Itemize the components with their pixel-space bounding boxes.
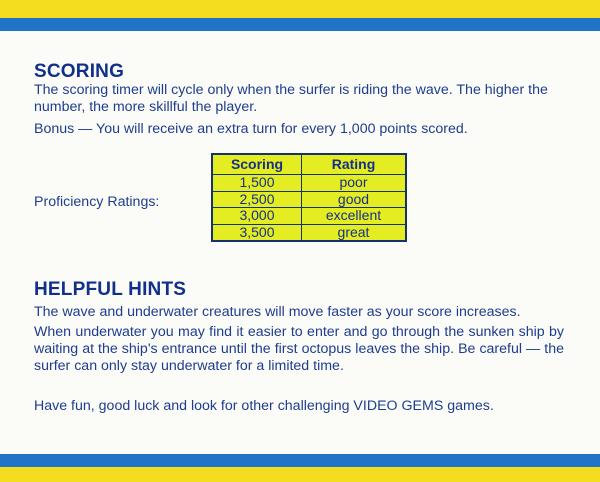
scoring-column-header: Scoring [212, 154, 302, 175]
table-row [212, 191, 406, 208]
rating-cell: excellent [302, 208, 407, 225]
rating-cell: poor [302, 175, 407, 192]
proficiency-label: Proficiency Ratings: [34, 194, 160, 210]
table-header-row [212, 154, 406, 175]
bottom-yellow-band [0, 467, 600, 482]
score-cell: 3,000 [212, 208, 302, 225]
score-cell: 3,500 [212, 224, 302, 241]
rating-cell: great [302, 224, 407, 241]
proficiency-table [211, 153, 407, 242]
hint-paragraph-closing: Have fun, good luck and look for other challenging VIDEO GEMS games. [34, 398, 494, 414]
helpful-hints-heading: HELPFUL HINTS [34, 279, 187, 300]
table-row [212, 175, 406, 192]
table-row [212, 208, 406, 225]
score-cell: 1,500 [212, 175, 302, 192]
top-blue-band [0, 18, 600, 31]
scoring-heading: SCORING [34, 61, 125, 82]
score-cell: 2,500 [212, 191, 302, 208]
scoring-paragraph: The scoring timer will cycle only when the surfer is riding the wave. The higher the number, the more skillful the player. [34, 82, 548, 115]
rating-cell: good [302, 191, 407, 208]
hint-paragraph-underwater: When underwater you may find it easier to enter and go through the sunken ship by waiting at the ship's entrance until the first octopus leaves the ship. Be careful — the surfer can only stay underwater for a limited time. [34, 324, 564, 374]
table-row [212, 224, 406, 241]
bonus-paragraph: Bonus — You will receive an extra turn for every 1,000 points scored. [34, 121, 468, 137]
rating-column-header: Rating [302, 154, 407, 175]
top-yellow-band [0, 0, 600, 18]
bottom-blue-band [0, 454, 600, 467]
hint-paragraph-speed: The wave and underwater creatures will move faster as your score increases. [34, 304, 521, 320]
